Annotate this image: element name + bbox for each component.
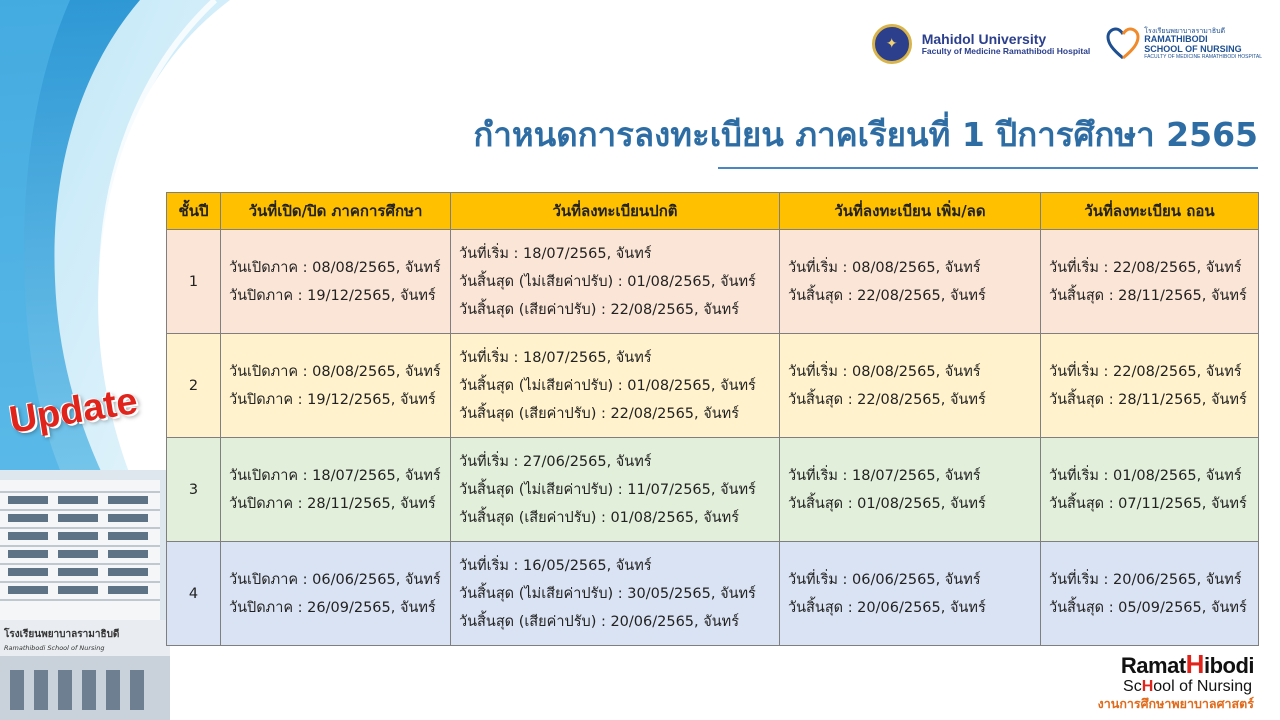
semester-cell: [221, 334, 451, 438]
semester-open: วันเปิดภาค : 18/07/2565, จันทร์: [229, 467, 441, 484]
table-header-row: [167, 193, 1259, 230]
add-drop-end: วันสิ้นสุด : 22/08/2565, จันทร์: [788, 287, 986, 304]
footer-school: [1098, 678, 1252, 696]
add-drop-start: วันที่เริ่ม : 06/06/2565, จันทร์: [788, 571, 981, 588]
building-sign-en: Ramathibodi School of Nursing: [4, 644, 105, 652]
table-row: [167, 542, 1259, 646]
page-title: กำหนดการลงทะเบียน ภาคเรียนที่ 1 ปีการศึกษา 2565: [473, 115, 1258, 154]
add-drop-end: วันสิ้นสุด : 20/06/2565, จันทร์: [788, 599, 986, 616]
add-drop-end: วันสิ้นสุด : 22/08/2565, จันทร์: [788, 391, 986, 408]
school-building-illustration: [0, 470, 170, 720]
mahidol-logo-text: [922, 31, 1091, 57]
add-drop-end: วันสิ้นสุด : 01/08/2565, จันทร์: [788, 495, 986, 512]
regular-end-no-fine: วันสิ้นสุด (ไม่เสียค่าปรับ) : 01/08/2565, จันทร์: [459, 273, 756, 290]
regular-cell: [451, 542, 780, 646]
withdraw-start: วันที่เริ่ม : 01/08/2565, จันทร์: [1049, 467, 1242, 484]
footer-school-a: Sc: [1123, 678, 1142, 695]
semester-cell: [221, 438, 451, 542]
year-cell: 4: [167, 542, 221, 646]
heart-logo-icon: [1106, 27, 1140, 61]
regular-cell: [451, 334, 780, 438]
header-semester: วันที่เปิด/ปิด ภาคการศึกษา: [221, 193, 451, 230]
semester-open: วันเปิดภาค : 08/08/2565, จันทร์: [229, 363, 441, 380]
nursing-school-en1: RAMATHIBODI: [1144, 34, 1208, 45]
university-name: Mahidol University: [921, 31, 1047, 48]
withdraw-end: วันสิ้นสุด : 05/09/2565, จันทร์: [1049, 599, 1247, 616]
add-drop-start: วันที่เริ่ม : 18/07/2565, จันทร์: [788, 467, 981, 484]
withdraw-end: วันสิ้นสุด : 28/11/2565, จันทร์: [1049, 287, 1247, 304]
add-drop-start: วันที่เริ่ม : 08/08/2565, จันทร์: [788, 363, 981, 380]
footer-school-h: H: [1141, 678, 1154, 695]
semester-close: วันปิดภาค : 28/11/2565, จันทร์: [229, 495, 436, 512]
regular-end-fine: วันสิ้นสุด (เสียค่าปรับ) : 20/06/2565, จันทร์: [459, 613, 739, 630]
regular-end-fine: วันสิ้นสุด (เสียค่าปรับ) : 01/08/2565, จันทร์: [459, 509, 739, 526]
regular-start: วันที่เริ่ม : 18/07/2565, จันทร์: [459, 349, 652, 366]
semester-cell: [221, 542, 451, 646]
withdraw-end: วันสิ้นสุด : 07/11/2565, จันทร์: [1049, 495, 1247, 512]
semester-open: วันเปิดภาค : 06/06/2565, จันทร์: [229, 571, 441, 588]
semester-close: วันปิดภาค : 26/09/2565, จันทร์: [229, 599, 436, 616]
faculty-name: Faculty of Medicine Ramathibodi Hospital: [921, 46, 1091, 57]
year-cell: 3: [167, 438, 221, 542]
semester-close: วันปิดภาค : 19/12/2565, จันทร์: [229, 391, 436, 408]
table-row: [167, 438, 1259, 542]
nursing-school-logo: [1106, 27, 1262, 61]
withdraw-cell: [1041, 542, 1259, 646]
regular-end-no-fine: วันสิ้นสุด (ไม่เสียค่าปรับ) : 01/08/2565, จันทร์: [459, 377, 756, 394]
update-badge: Update: [6, 380, 141, 442]
semester-open: วันเปิดภาค : 08/08/2565, จันทร์: [229, 259, 441, 276]
header-year: ชั้นปี: [167, 193, 221, 230]
year-cell: 2: [167, 334, 221, 438]
withdraw-end: วันสิ้นสุด : 28/11/2565, จันทร์: [1049, 391, 1247, 408]
year-cell: 1: [167, 230, 221, 334]
header-regular: วันที่ลงทะเบียนปกติ: [451, 193, 780, 230]
regular-end-no-fine: วันสิ้นสุด (ไม่เสียค่าปรับ) : 30/05/2565, จันทร์: [459, 585, 756, 602]
regular-end-no-fine: วันสิ้นสุด (ไม่เสียค่าปรับ) : 11/07/2565, จันทร์: [459, 481, 756, 498]
regular-start: วันที่เริ่ม : 18/07/2565, จันทร์: [459, 245, 652, 262]
withdraw-cell: [1041, 438, 1259, 542]
footer-brand-h: H: [1185, 649, 1204, 679]
withdraw-start: วันที่เริ่ม : 20/06/2565, จันทร์: [1049, 571, 1242, 588]
footer-unit-th: งานการศึกษาพยาบาลศาสตร์: [1097, 696, 1254, 711]
add-drop-cell: [780, 334, 1041, 438]
add-drop-cell: [780, 438, 1041, 542]
nursing-school-en2: SCHOOL OF NURSING: [1144, 44, 1242, 55]
regular-cell: [451, 438, 780, 542]
add-drop-start: วันที่เริ่ม : 08/08/2565, จันทร์: [788, 259, 981, 276]
registration-schedule-table: [166, 192, 1259, 646]
nursing-school-th: โรงเรียนพยาบาลรามาธิบดี: [1144, 27, 1226, 35]
header-logos: [872, 14, 1262, 74]
footer-brand-a: Ramat: [1120, 653, 1186, 678]
footer-brand: [1098, 649, 1254, 679]
regular-end-fine: วันสิ้นสุด (เสียค่าปรับ) : 22/08/2565, จันทร์: [459, 301, 739, 318]
nursing-school-sub: FACULTY OF MEDICINE RAMATHIBODI HOSPITAL: [1144, 53, 1262, 60]
footer-logo: [1097, 649, 1254, 712]
regular-end-fine: วันสิ้นสุด (เสียค่าปรับ) : 22/08/2565, จันทร์: [459, 405, 739, 422]
header-add-drop: วันที่ลงทะเบียน เพิ่ม/ลด: [780, 193, 1041, 230]
regular-cell: [451, 230, 780, 334]
add-drop-cell: [780, 230, 1041, 334]
withdraw-start: วันที่เริ่ม : 22/08/2565, จันทร์: [1049, 363, 1242, 380]
header-withdraw: วันที่ลงทะเบียน ถอน: [1041, 193, 1259, 230]
building-sign-th: โรงเรียนพยาบาลรามาธิบดี: [4, 629, 120, 640]
mahidol-seal-icon: ✦: [872, 24, 912, 64]
add-drop-cell: [780, 542, 1041, 646]
regular-start: วันที่เริ่ม : 16/05/2565, จันทร์: [459, 557, 652, 574]
table-row: [167, 334, 1259, 438]
footer-brand-b: ibodi: [1203, 653, 1254, 678]
withdraw-cell: [1041, 334, 1259, 438]
withdraw-cell: [1041, 230, 1259, 334]
semester-cell: [221, 230, 451, 334]
title-underline: [718, 167, 1258, 169]
withdraw-start: วันที่เริ่ม : 22/08/2565, จันทร์: [1049, 259, 1242, 276]
semester-close: วันปิดภาค : 19/12/2565, จันทร์: [229, 287, 436, 304]
footer-school-b: ool of Nursing: [1153, 678, 1252, 695]
table-row: [167, 230, 1259, 334]
regular-start: วันที่เริ่ม : 27/06/2565, จันทร์: [459, 453, 652, 470]
